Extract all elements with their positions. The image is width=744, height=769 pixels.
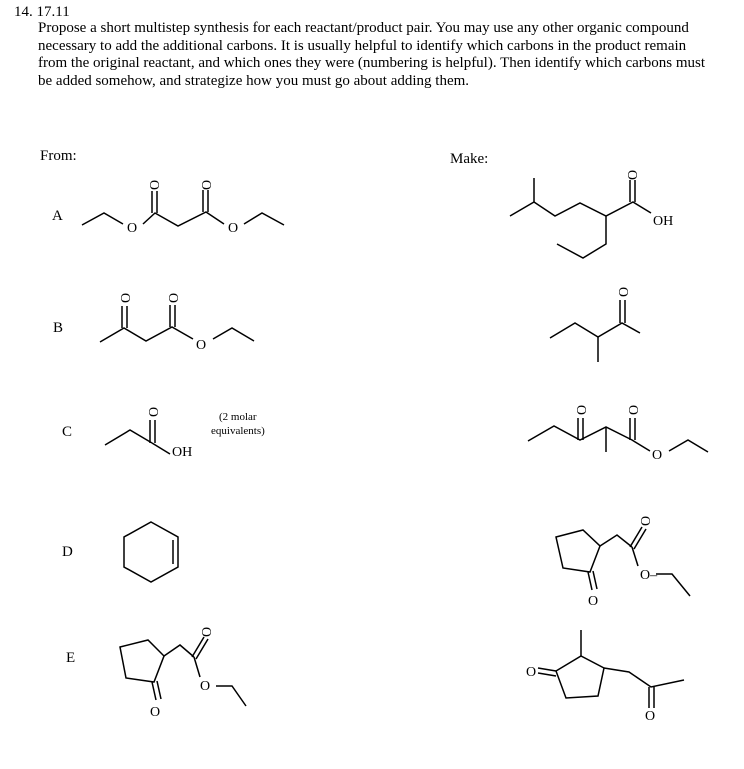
row-label-e: E — [66, 650, 76, 666]
product-a-structure — [510, 170, 673, 258]
reactant-c-structure — [105, 407, 265, 460]
row-label-a: A — [52, 208, 63, 224]
atom-o: O — [645, 709, 656, 724]
atom-o: O — [200, 626, 215, 637]
atom-o: O — [228, 221, 239, 236]
molar-note-line1: (2 molar — [219, 411, 257, 423]
atom-o: O — [148, 179, 163, 190]
atom-o: O — [196, 338, 207, 353]
atom-o-minus: O– — [640, 568, 658, 583]
atom-o: O — [588, 594, 599, 609]
row-label-c: C — [62, 424, 73, 440]
product-d-structure — [556, 516, 690, 609]
atom-o: O — [200, 679, 211, 694]
reactant-b-structure — [100, 293, 254, 353]
atom-o: O — [167, 292, 182, 303]
atom-o: O — [127, 221, 138, 236]
product-b-structure — [550, 287, 640, 362]
atom-o: O — [575, 404, 590, 415]
atom-o: O — [150, 705, 161, 720]
product-c-structure — [528, 405, 708, 463]
atom-o: O — [617, 286, 632, 297]
atom-o: O — [639, 515, 654, 526]
atom-o: O — [147, 406, 162, 417]
product-e-structure — [526, 630, 684, 724]
make-header: Make: — [450, 151, 489, 167]
atom-o: O — [626, 169, 641, 180]
reactant-e-structure — [120, 627, 246, 720]
atom-o: O — [200, 179, 215, 190]
reactant-d-structure — [124, 522, 178, 582]
question-number: 14. 17.11 — [14, 4, 70, 20]
reactant-a-structure — [82, 180, 284, 236]
molar-note-line2: equivalents) — [211, 425, 265, 437]
row-label-d: D — [62, 544, 73, 560]
atom-o: O — [119, 292, 134, 303]
question-prompt: Propose a short multistep synthesis for each reactant/product pair. You may use any other organic compound necessary to add the additional carbons. It is usually helpful to identify which carbons in the product remain from the original reactant, and which ones they were (numbering is helpful). Then identify which carbons must be added somehow, and strategize how you must go about adding them. — [38, 20, 706, 89]
atom-o: O — [526, 665, 537, 680]
atom-oh: OH — [172, 445, 193, 460]
atom-o: O — [627, 404, 642, 415]
atom-o: O — [652, 448, 663, 463]
atom-oh: OH — [653, 214, 674, 229]
from-header: From: — [40, 148, 77, 164]
row-label-b: B — [53, 320, 64, 336]
